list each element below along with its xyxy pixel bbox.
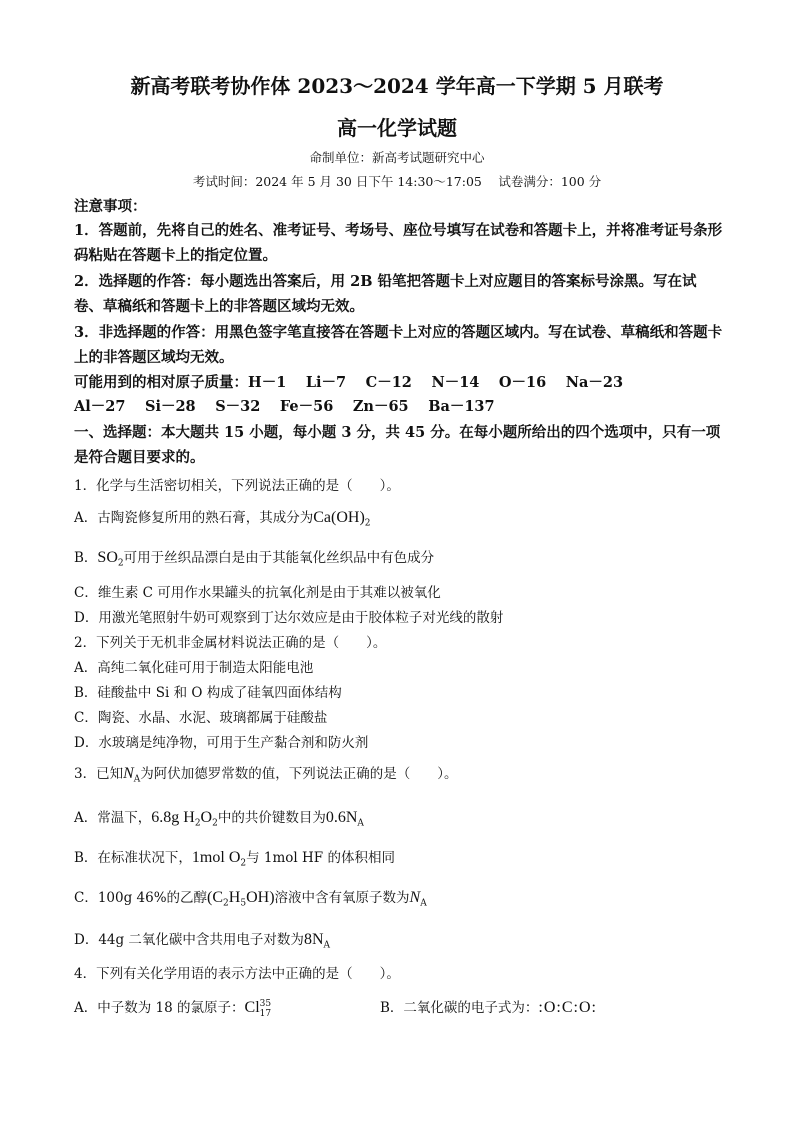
formula: 1mol O bbox=[191, 849, 241, 866]
note-1: 1．答题前，先将自己的姓名、准考证号、考场号、座位号填写在试卷和答题卡上，并将准考证号条形码粘贴在答题卡上的指定位置。 bbox=[74, 222, 723, 264]
electron-formula: :O:C:O: bbox=[538, 999, 597, 1016]
question-4-option-b bbox=[380, 996, 597, 1017]
option-text: A．古陶瓷修复所用的熟石膏，其成分为 bbox=[74, 510, 314, 526]
avogadro-symbol: N bbox=[123, 765, 134, 782]
option-text: 可用于丝织品漂白是由于其能氧化丝织品中有色成分 bbox=[123, 550, 435, 566]
exam-info: 考试时间：2024 年 5 月 30 日下午 14:30～17:05 试卷满分：100 分 bbox=[192, 174, 602, 189]
avogadro-symbol: N bbox=[409, 889, 421, 906]
question-2-option-c: C．陶瓷、水晶、水泥、玻璃都属于硅酸盐 bbox=[74, 710, 328, 726]
option-text: C．100g 46%的乙醇 bbox=[74, 890, 208, 906]
option-text: 中的共价键数目为 bbox=[217, 810, 326, 826]
isotope-symbol: Cl bbox=[244, 999, 260, 1016]
subscript: 2 bbox=[194, 818, 201, 829]
option-text: A．常温下， bbox=[74, 810, 152, 826]
note-2: 2．选择题的作答：每小题选出答案后，用 2B 铅笔把答题卡上对应题目的答案标号涂黑。写在试卷、草稿纸和答题卡上的非答题区域均无效。 bbox=[74, 273, 697, 315]
formula: (C bbox=[207, 889, 224, 906]
atomic-masses-1: 可能用到的相对原子质量：H－1 Li－7 C－12 N－14 O－16 Na－23 bbox=[74, 374, 624, 391]
question-2-option-a: A．高纯二氧化硅可用于制造太阳能电池 bbox=[74, 660, 314, 676]
formula: Ca(OH) bbox=[313, 509, 365, 526]
question-3-option-c bbox=[74, 886, 724, 909]
subscript: A bbox=[133, 774, 141, 785]
isotope-numbers bbox=[260, 999, 271, 1019]
question-3-stem bbox=[74, 762, 724, 785]
atomic-masses-2: Al－27 Si－28 S－32 Fe－56 Zn－65 Ba－137 bbox=[74, 398, 495, 415]
subscript: A bbox=[357, 818, 364, 829]
subscript: 2 bbox=[212, 818, 218, 829]
subscript: 2 bbox=[240, 858, 247, 869]
formula: 6.8g H bbox=[151, 809, 195, 826]
question-1-option-d: D．用激光笔照射牛奶可观察到丁达尔效应是由于胶体粒子对光线的散射 bbox=[74, 610, 504, 626]
question-1-option-c: C．维生素 C 可用作水果罐头的抗氧化剂是由于其难以被氧化 bbox=[74, 585, 441, 601]
question-4-stem: 4．下列有关化学用语的表示方法中正确的是（ ）。 bbox=[74, 966, 400, 982]
note-3: 3．非选择题的作答：用黑色签字笔直接答在答题卡上对应的答题区域内。写在试卷、草稿纸和答题卡上的非答题区域均无效。 bbox=[74, 324, 723, 366]
question-4-option-a bbox=[74, 996, 271, 1019]
question-3-option-d bbox=[74, 928, 724, 951]
question-2-option-d: D．水玻璃是纯净物，可用于生产黏合剂和防火剂 bbox=[74, 735, 369, 751]
exam-maker: 命制单位：新高考试题研究中心 bbox=[309, 150, 485, 165]
formula: OH) bbox=[246, 889, 275, 906]
option-text: A．中子数为 18 的氯原子： bbox=[74, 1000, 245, 1016]
formula: 8N bbox=[303, 931, 324, 948]
option-text: D．44g 二氧化碳中含共用电子对数为 bbox=[74, 932, 304, 948]
question-1-option-a bbox=[74, 506, 724, 529]
stem-text: 为阿伏加德罗常数的值，下列说法正确的是（ ）。 bbox=[140, 766, 458, 782]
question-1-stem: 1．化学与生活密切相关，下列说法正确的是（ ）。 bbox=[74, 478, 400, 494]
question-2-stem: 2．下列关于无机非金属材料说法正确的是（ ）。 bbox=[74, 635, 387, 651]
subscript: 5 bbox=[240, 898, 247, 909]
stem-text: 3．已知 bbox=[74, 766, 124, 782]
option-text: B．在标准状况下， bbox=[74, 850, 192, 866]
mass-number: 35 bbox=[259, 998, 272, 1009]
formula: 0.6N bbox=[325, 809, 358, 826]
subscript: A bbox=[323, 940, 330, 951]
subscript: 2 bbox=[223, 898, 229, 909]
subscript: A bbox=[420, 898, 427, 909]
option-label: B． bbox=[74, 550, 98, 566]
subscript: 2 bbox=[117, 558, 124, 569]
exam-title: 新高考联考协作体 2023～2024 学年高一下学期 5 月联考 bbox=[130, 74, 664, 98]
option-text: B．二氧化碳的电子式为： bbox=[380, 1000, 539, 1016]
formula: SO bbox=[97, 549, 118, 566]
section-heading: 一、选择题：本大题共 15 小题，每小题 3 分，共 45 分。在每小题所给出的四个选项中，只有一项是符合题目要求的。 bbox=[74, 424, 721, 466]
formula: O bbox=[200, 809, 213, 826]
question-3-option-b bbox=[74, 846, 724, 869]
subscript: 2 bbox=[364, 518, 371, 529]
exam-subtitle: 高一化学试题 bbox=[337, 116, 457, 140]
formula: H bbox=[228, 889, 241, 906]
option-text: 溶液中含有氧原子数为 bbox=[274, 890, 410, 906]
question-2-option-b: B．硅酸盐中 Si 和 O 构成了硅氧四面体结构 bbox=[74, 685, 342, 701]
question-3-option-a bbox=[74, 806, 724, 829]
option-text: 与 1mol HF 的体积相同 bbox=[246, 850, 395, 866]
question-1-option-b bbox=[74, 546, 724, 569]
notes-heading: 注意事项： bbox=[74, 198, 147, 215]
atomic-number: 17 bbox=[259, 1008, 272, 1019]
